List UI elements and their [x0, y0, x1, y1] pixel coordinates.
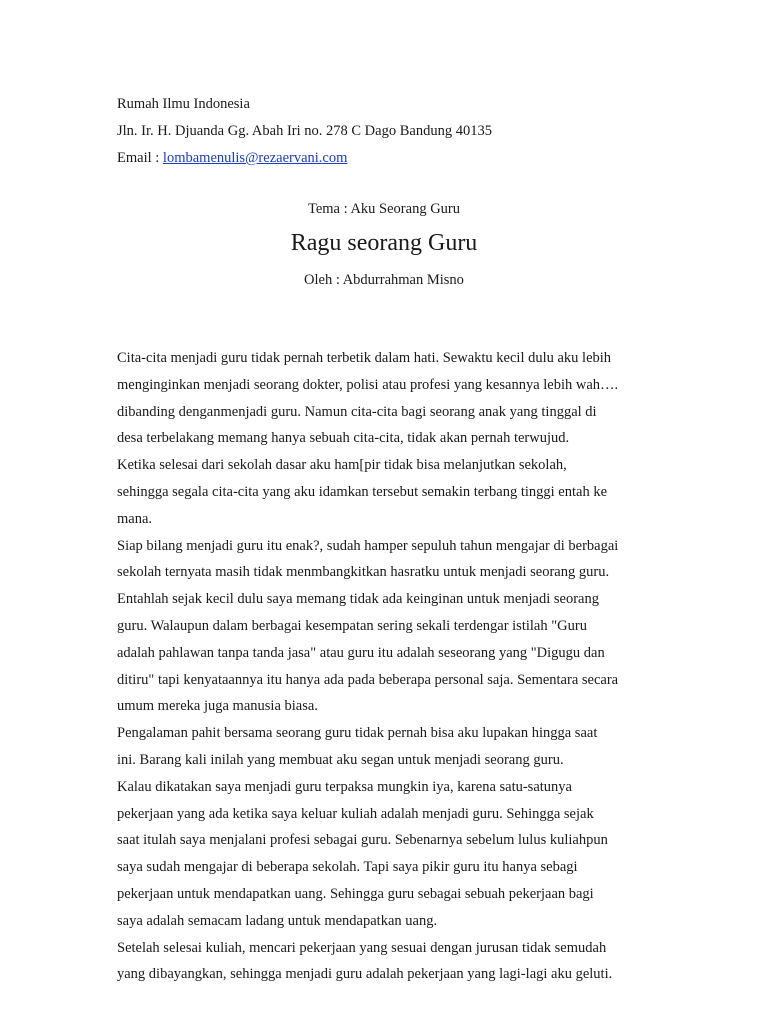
- body-line: adalah pahlawan tanpa tanda jasa" atau guru itu adalah seseorang yang "Digugu dan: [117, 644, 605, 661]
- email-label: Email :: [117, 150, 163, 166]
- body-line: Siap bilang menjadi guru itu enak?, sudah hamper sepuluh tahun mengajar di berbagai: [117, 537, 619, 554]
- body-text: [117, 345, 662, 988]
- body-line: mana.: [117, 510, 153, 527]
- body-line: ini. Barang kali inilah yang membuat aku segan untuk menjadi seorang guru.: [117, 751, 564, 768]
- body-line: saat itulah saya menjalani profesi sebagai guru. Sebenarnya sebelum lulus kuliahpun: [117, 832, 608, 849]
- body-line: desa terbelakang memang hanya sebuah cita-cita, tidak akan pernah terwujud.: [117, 430, 570, 447]
- body-line: ditiru" tapi kenyataannya itu hanya ada pada beberapa personal saja. Sementara secara: [117, 671, 619, 688]
- body-line: Setelah selesai kuliah, mencari pekerjaan yang sesuai dengan jurusan tidak semudah: [117, 939, 607, 956]
- body-line: sehingga segala cita-cita yang aku idamkan tersebut semakin terbang tinggi entah ke: [117, 483, 608, 500]
- body-line: guru. Walaupun dalam berbagai kesempatan sering sekali terdengar istilah "Guru: [117, 617, 587, 634]
- body-line: pekerjaan untuk mendapatkan uang. Sehingga guru sebagai sebuah pekerjaan bagi: [117, 885, 594, 902]
- address-line: Jln. Ir. H. Djuanda Gg. Abah Iri no. 278 C Dago Bandung 40135: [117, 123, 492, 139]
- email-link[interactable]: lombamenulis@rezaervani.com: [162, 150, 348, 166]
- body-line: Ketika selesai dari sekolah dasar aku ham[pir tidak bisa melanjutkan sekolah,: [117, 457, 567, 474]
- body-line: Cita-cita menjadi guru tidak pernah terbetik dalam hati. Sewaktu kecil dulu aku lebih: [117, 350, 612, 366]
- sender-block: [117, 91, 677, 172]
- body-line: yang dibayangkan, sehingga menjadi guru adalah pekerjaan yang lagi-lagi aku geluti.: [117, 966, 613, 983]
- theme-line: Tema : Aku Seorang Guru: [307, 201, 460, 217]
- body-line: saya sudah mengajar di beberapa sekolah. Tapi saya pikir guru itu hanya sebagi: [117, 859, 578, 876]
- body-line: Pengalaman pahit bersama seorang guru tidak pernah bisa aku lupakan hingga saat: [117, 725, 598, 742]
- body-line: pekerjaan yang ada ketika saya keluar kuliah adalah menjadi guru. Sehingga sejak: [117, 805, 594, 822]
- body-line: dibanding denganmenjadi guru. Namun cita-cita bagi seorang anak yang tinggal di: [117, 403, 597, 420]
- organization-name: Rumah Ilmu Indonesia: [117, 96, 250, 112]
- body-line: Kalau dikatakan saya menjadi guru terpaksa mungkin iya, karena satu-satunya: [117, 778, 572, 795]
- body-line: menginginkan menjadi seorang dokter, polisi atau profesi yang kesannya lebih wah….: [117, 376, 619, 393]
- body-line: Entahlah sejak kecil dulu saya memang tidak ada keinginan untuk menjadi seorang: [117, 591, 599, 608]
- body-line: umum mereka juga manusia biasa.: [117, 698, 318, 715]
- author-line: Oleh : Abdurrahman Misno: [304, 272, 464, 288]
- body-line: saya adalah semacam ladang untuk mendapatkan uang.: [117, 912, 438, 929]
- email-line: [117, 145, 677, 172]
- document-title: Ragu seorang Guru: [290, 230, 478, 256]
- body-line: sekolah ternyata masih tidak menmbangkitkan hasratku untuk menjadi seorang guru.: [117, 564, 610, 581]
